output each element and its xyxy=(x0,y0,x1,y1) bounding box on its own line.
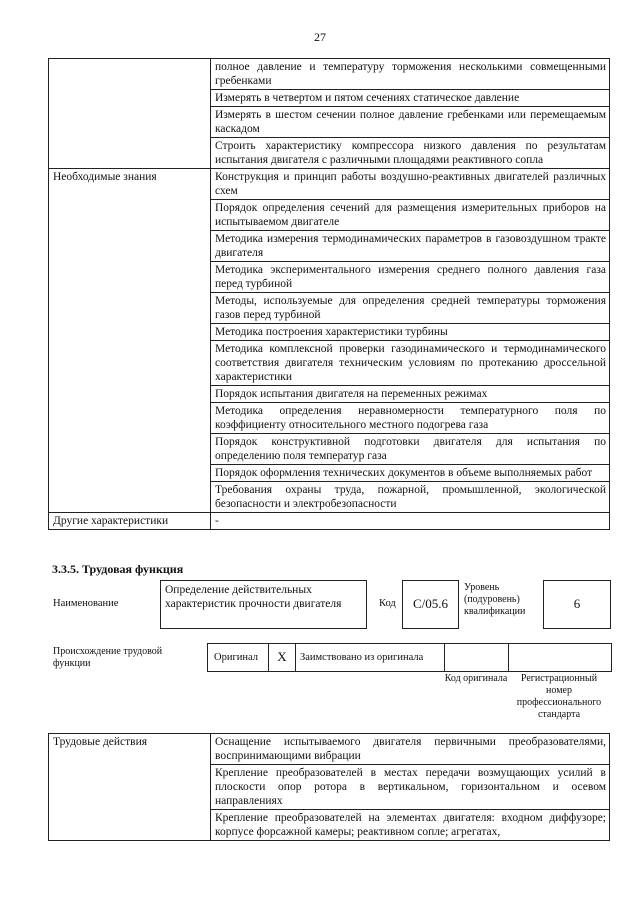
table-row xyxy=(49,169,610,200)
name-box xyxy=(160,580,367,629)
table-row xyxy=(49,59,610,90)
original-label: Оригинал xyxy=(214,652,258,663)
row-text: Конструкция и принцип работы воздушно-реактивных двигателей различных схем xyxy=(211,169,610,200)
row-text: Порядок конструктивной подготовки двигателя для испытания по определению поля температур газа xyxy=(211,434,610,465)
row-text: Строить характеристику компрессора низкого давления по результатам испытания двигателя с различными площадями реактивного сопла xyxy=(211,138,610,169)
name-value: Определение действительных характеристик прочности двигателя xyxy=(165,584,342,610)
name-label: Наименование xyxy=(53,598,119,609)
divider xyxy=(444,644,445,671)
table-row xyxy=(49,734,610,765)
row-text: Порядок испытания двигателя на переменных режимах xyxy=(211,386,610,403)
divider xyxy=(295,644,296,671)
row-label xyxy=(49,59,211,169)
row-text: Порядок определения сечений для размещения измерительных приборов на испытываемом двигателе xyxy=(211,200,610,231)
row-text: Крепление преобразователей в местах передачи возмущающих усилий в плоскости опор ротора в вертикальном, горизонтальном и осевом направлениях xyxy=(211,765,610,810)
code-value: C/05.6 xyxy=(412,596,449,611)
row-text: Методика экспериментального измерения среднего полного давления газа перед турбиной xyxy=(211,262,610,293)
divider xyxy=(508,644,509,671)
row-label-knowledge: Необходимые знания xyxy=(49,169,211,513)
row-text: Методика определения неравномерности температурного поля по коэффициенту относительного местного подогрева газа xyxy=(211,403,610,434)
origin-label: Происхождение трудовой функции xyxy=(53,646,163,669)
row-text: Измерять в четвертом и пятом сечениях статическое давление xyxy=(211,90,610,107)
level-value: 6 xyxy=(573,596,581,611)
row-text: Измерять в шестом сечении полное давление гребенками или перемещаемым каскадом xyxy=(211,107,610,138)
row-text: Методы, используемые для определения средней температуры торможения газов перед турбиной xyxy=(211,293,610,324)
row-label-actions: Трудовые действия xyxy=(49,734,211,841)
row-text: - xyxy=(211,513,610,530)
table-row xyxy=(49,513,610,530)
row-label-other: Другие характеристики xyxy=(49,513,211,530)
row-text: Требования охраны труда, пожарной, промышленной, экологической безопасности и электробезопасности xyxy=(211,482,610,513)
section-heading: 3.3.5. Трудовая функция xyxy=(52,562,184,576)
code-box xyxy=(402,580,459,629)
skills-knowledge-table xyxy=(48,58,610,530)
level-box xyxy=(543,580,611,629)
row-text: Методика комплексной проверки газодинамического и термодинамического соответствия двигателя техническим условиям по протеканию дроссельной характеристики xyxy=(211,341,610,386)
level-label: Уровень (подуровень) квалификации xyxy=(464,582,526,617)
row-text: Оснащение испытываемого двигателя первичными преобразователями, воспринимающими вибрации xyxy=(211,734,610,765)
row-text: Крепление преобразователей на элементах двигателя: входном диффузоре; корпусе форсажной камеры; реактивном сопле; агрегатах, xyxy=(211,810,610,841)
original-mark: X xyxy=(277,649,287,664)
row-text: Методика измерения термодинамических параметров в газовоздушном тракте двигателя xyxy=(211,231,610,262)
row-text: полное давление и температуру торможения несколькими совмещенными гребенками xyxy=(211,59,610,90)
labor-actions-table xyxy=(48,733,610,841)
row-text: Порядок оформления технических документов в объеме выполняемых работ xyxy=(211,465,610,482)
reg-number-label: Регистрационный номер профессионального стандарта xyxy=(516,673,602,720)
origin-box xyxy=(207,643,612,672)
code-label: Код xyxy=(379,598,396,609)
row-text: Методика построения характеристики турбины xyxy=(211,324,610,341)
page-number: 27 xyxy=(314,30,326,44)
borrowed-label: Заимствовано из оригинала xyxy=(300,652,424,663)
divider xyxy=(268,644,269,671)
code-original-label: Код оригинала xyxy=(444,673,508,684)
